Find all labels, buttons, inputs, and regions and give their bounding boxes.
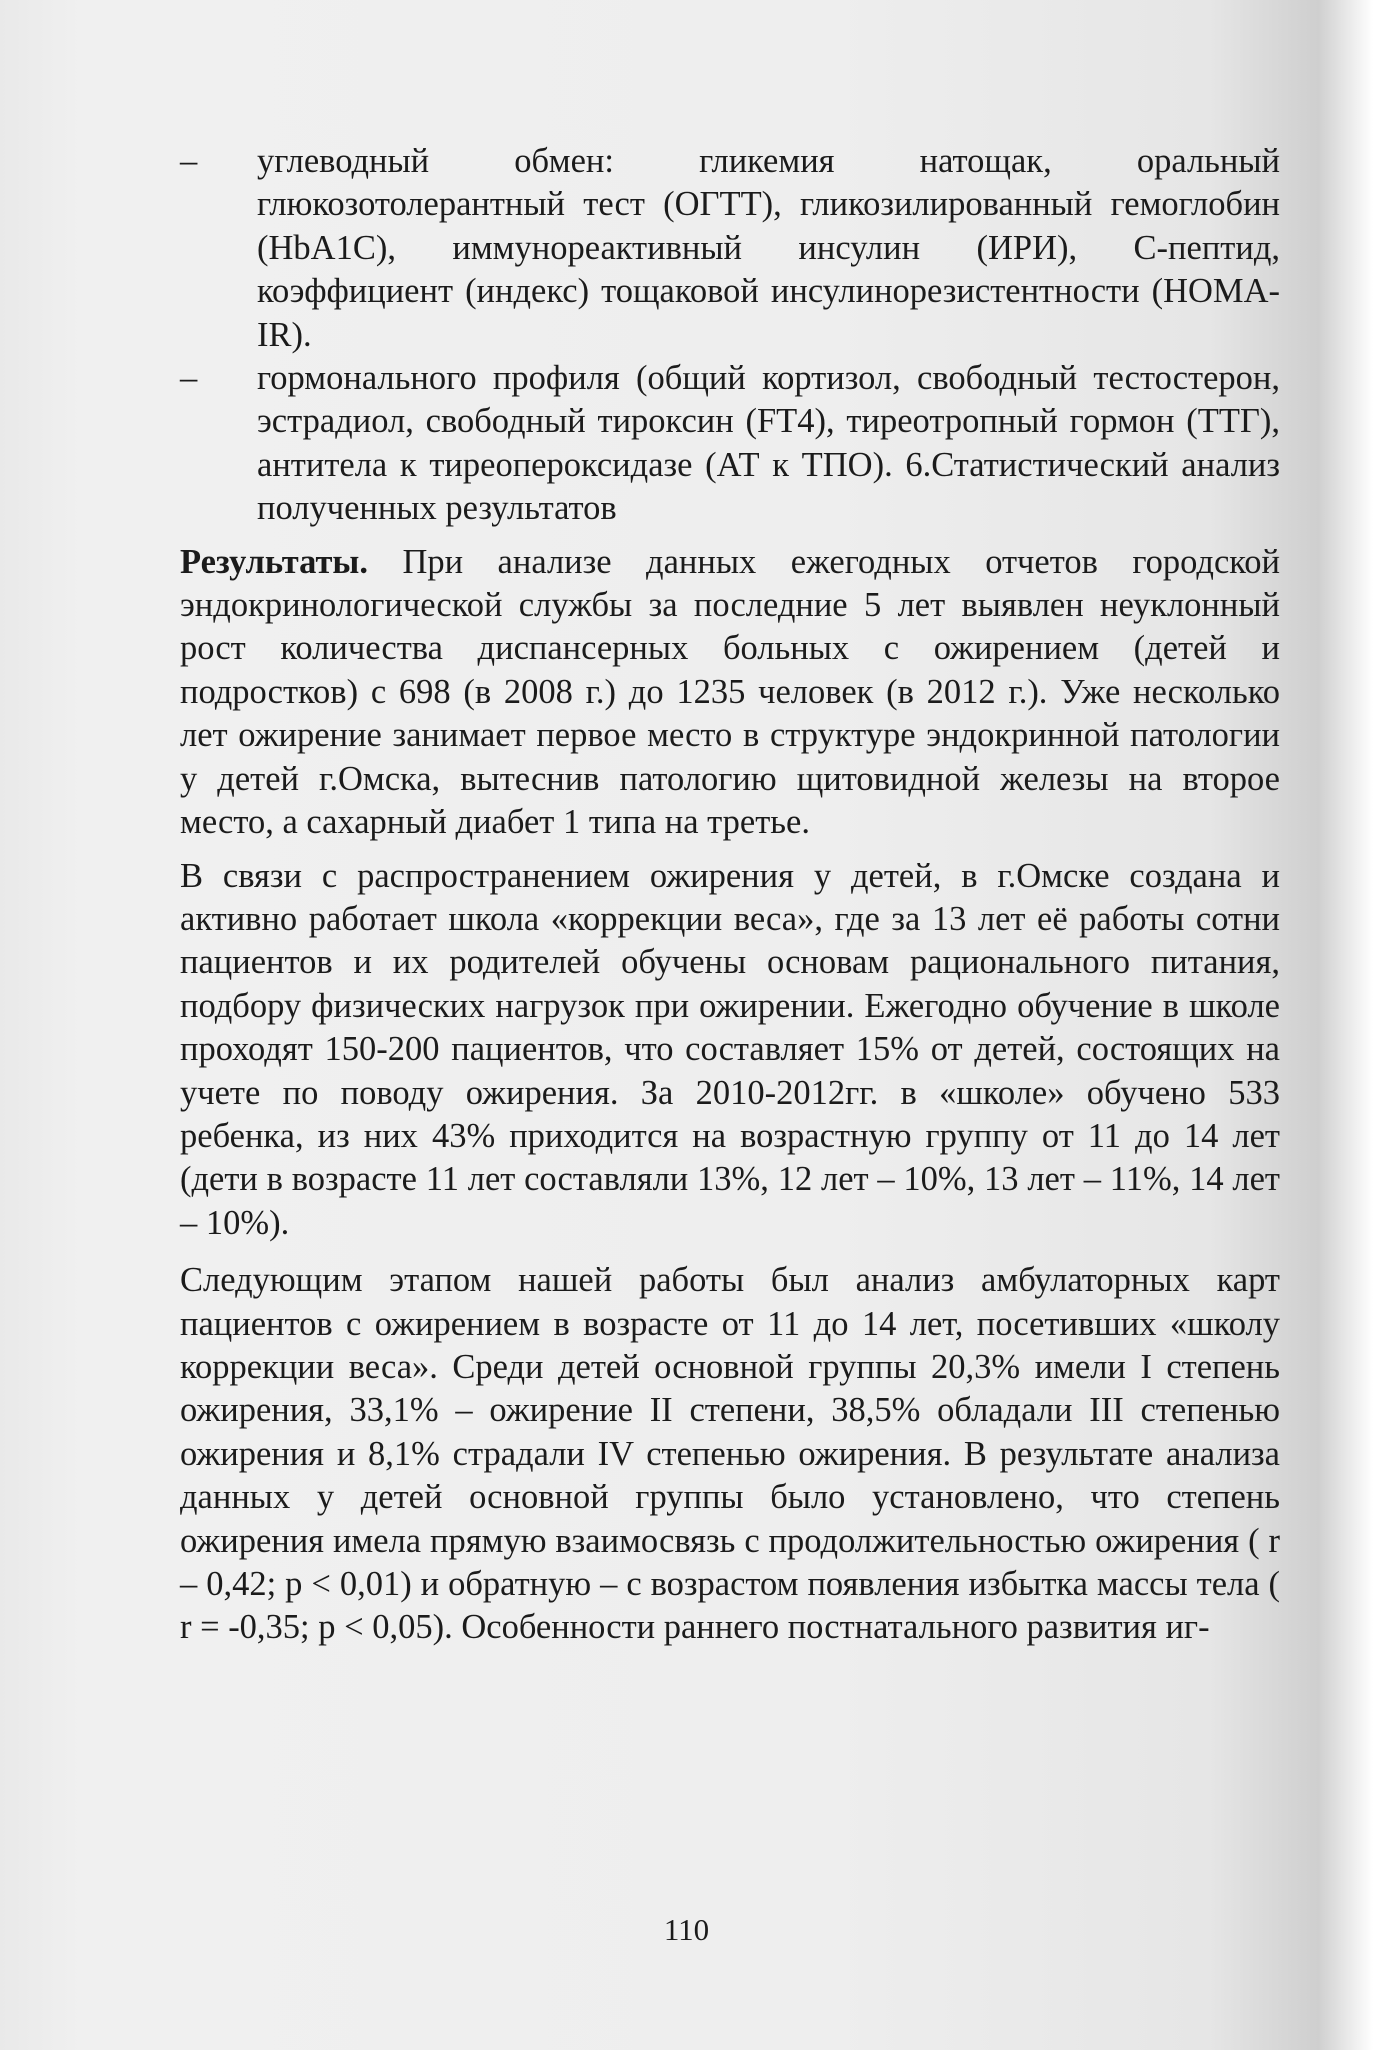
list-item bbox=[180, 357, 1280, 531]
page-number: 110 bbox=[663, 1912, 710, 1947]
outpatient-analysis-paragraph: Следующим этапом нашей работы был анализ амбулаторных карт пациентов с ожирением в возрасте от 11 до 14 лет, посетивших «школу коррекции веса». Среди детей основной группы 20,3% имели I степень ожирения, 33,1% – ожирение II степени, 38,5% обладали III степенью ожирения и 8,1% страдали IV степенью ожирения. В результате анализа данных у детей основной группы было установлено, что степень ожирения имела прямую взаимосвязь с продолжительностью ожирения ( r – 0,42; p < 0,01) и обратную – с возрастом появления избытка массы тела ( r = -0,35; p < 0,05). Особенности раннего постнатального развития иг- bbox=[180, 1261, 1280, 1647]
investigation-list bbox=[180, 140, 1280, 531]
results-text: При анализе данных ежегодных отчетов городской эндокринологической службы за последние 5 лет выявлен неуклонный рост количества диспансерных больных с ожирением (детей и подростков) с 698 (в 2008 г.) до 1235 человек (в 2012 г.). Уже несколько лет ожирение занимает первое место в структуре эндокринной патологии у детей г.Омска, вытеснив патологию щитовидной железы на второе место, а сахарный диабет 1 типа на третье. bbox=[180, 542, 1280, 842]
dash-marker: – bbox=[180, 142, 198, 180]
weight-school-paragraph: В связи с распространением ожирения у детей, в г.Омске создана и активно работает школа «коррекции веса», где за 13 лет её работы сотни пациентов и их родителей обучены основам рационального питания, подбору физических нагрузок при ожирении. Ежегодно обучение в школе проходят 150-200 пациентов, что составляет 15% от детей, состоящих на учете по поводу ожирения. За 2010-2012гг. в «школе» обучено 533 ребенка, из них 43% приходится на возрастную группу от 11 до 14 лет (дети в возрасте 11 лет составляли 13%, 12 лет – 10%, 13 лет – 11%, 14 лет – 10%). bbox=[180, 856, 1280, 1242]
results-heading: Результаты. bbox=[180, 542, 368, 581]
dash-marker: – bbox=[180, 359, 198, 398]
results-paragraph bbox=[180, 541, 1280, 845]
page-body bbox=[180, 140, 1280, 1650]
list-item-text: углеводный обмен: гликемия натощак, оральный глюкозотолерантный тест (ОГТТ), гликозилированный гемоглобин (HbA1C), иммунореактивный инсулин (ИРИ), С-пептид, коэффициент (индекс) тощаковой инсулинорезистентности (HOMA-IR). bbox=[257, 142, 1280, 354]
list-item bbox=[180, 140, 1280, 357]
list-item-text: гормонального профиля (общий кортизол, свободный тестостерон, эстрадиол, свободный тироксин (FT4), тиреотропный гормон (ТТГ), антитела к тиреопероксидазе (АТ к ТПО). 6.Статистический анализ полученных результатов bbox=[257, 359, 1280, 528]
